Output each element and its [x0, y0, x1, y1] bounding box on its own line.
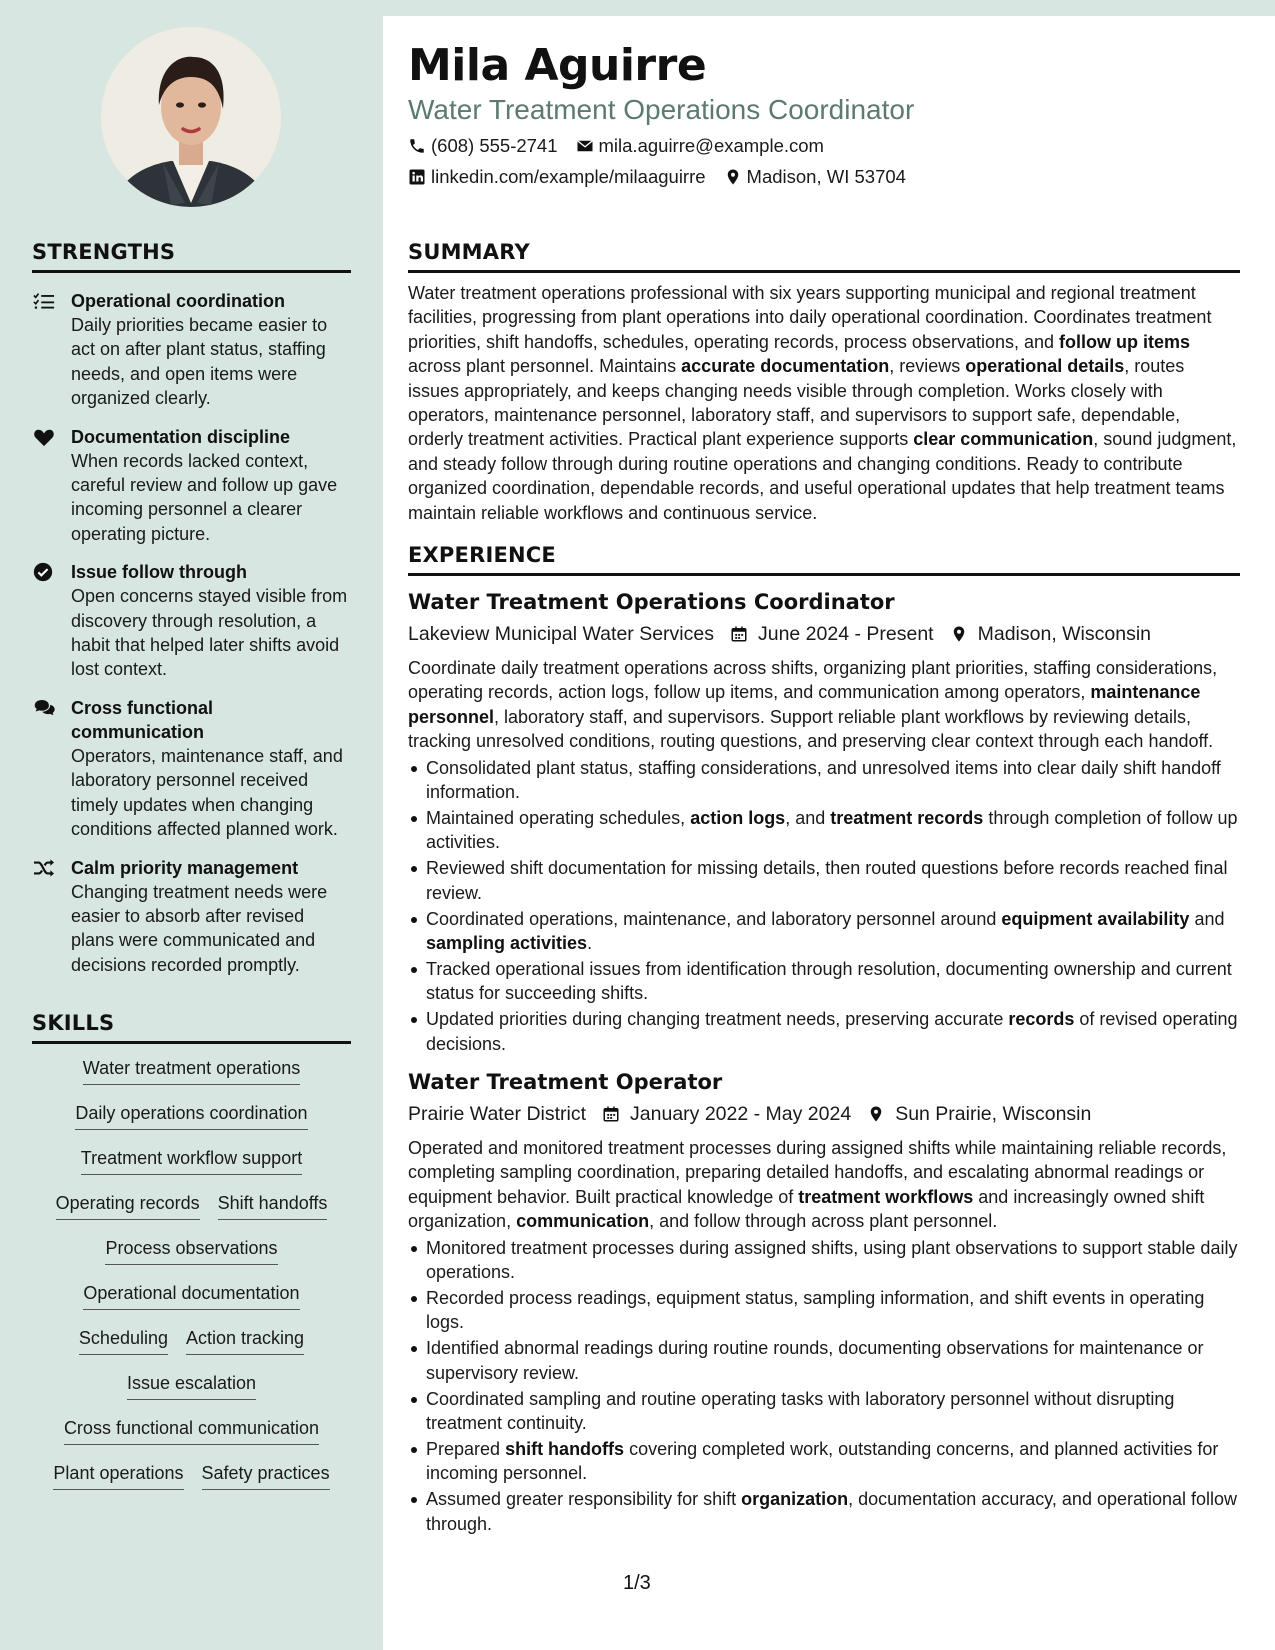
skill-tag: Operating records — [56, 1191, 200, 1220]
strength-description: Open concerns stayed visible from discovery through resolution, a habit that helped later shifts avoid lost context. — [71, 586, 348, 680]
job-entry — [408, 1068, 1240, 1536]
strength-title: Issue follow through — [71, 562, 247, 583]
bullet-item: Updated priorities during changing treatment needs, preserving accurate records of revised operating decisions. — [408, 1007, 1240, 1056]
strength-description: When records lacked context, careful review and follow up gave incoming personnel a clearer operating picture. — [71, 450, 338, 544]
strength-description: Daily priorities became easier to act on after plant status, staffing needs, and open items were organized clearly. — [71, 315, 328, 409]
envelope-icon — [576, 137, 594, 155]
contact-row-1 — [408, 135, 824, 157]
location-text: Madison, WI 53704 — [746, 166, 906, 187]
skill-row — [56, 1191, 328, 1236]
skill-row — [64, 1416, 319, 1461]
job-bullets — [408, 1236, 1240, 1536]
bullet-item: Tracked operational issues from identification through resolution, documenting ownership and current status for succeeding shifts. — [408, 957, 1240, 1006]
map-pin-icon — [724, 168, 742, 186]
location-contact — [724, 166, 906, 188]
strength-item — [32, 696, 351, 842]
skill-tag: Plant operations — [53, 1461, 183, 1490]
bullet-item: Prepared shift handoffs covering completed work, outstanding concerns, and planned activities for incoming personnel. — [408, 1437, 1240, 1486]
company — [408, 623, 714, 646]
skill-tag: Operational documentation — [83, 1281, 299, 1310]
shuffle-icon — [33, 858, 55, 878]
strength-title: Cross functional communication — [71, 697, 214, 742]
skill-tag: Process observations — [105, 1236, 277, 1265]
job-title: Water Treatment Operator — [408, 1070, 723, 1094]
job-bullets — [408, 756, 1240, 1056]
bullet-item: Maintained operating schedules, action logs, and treatment records through completion of follow up activities. — [408, 806, 1240, 855]
linkedin-contact[interactable] — [408, 166, 706, 188]
calendar-icon — [602, 1104, 620, 1124]
strength-title: Calm priority management — [71, 857, 299, 878]
skill-tag: Safety practices — [202, 1461, 330, 1490]
job-dates — [602, 1103, 851, 1126]
bullet-item: Coordinated operations, maintenance, and laboratory personnel around equipment availability and sampling activities. — [408, 907, 1240, 956]
strength-item — [32, 425, 351, 547]
skill-row — [83, 1056, 300, 1101]
map-pin-icon — [950, 624, 968, 644]
skill-tag: Shift handoffs — [218, 1191, 328, 1220]
skill-row — [81, 1146, 302, 1191]
profile-photo — [101, 27, 281, 207]
check-circle-icon — [33, 562, 55, 582]
candidate-title: Water Treatment Operations Coordinator — [408, 94, 915, 125]
bullet-item: Coordinated sampling and routine operating tasks with laboratory personnel without disrupting treatment continuity. — [408, 1387, 1240, 1436]
strength-description: Operators, maintenance staff, and laboratory personnel received timely updates when changing conditions affected planned work. — [71, 745, 343, 840]
skill-row — [75, 1101, 307, 1146]
page-number: 1/3 — [623, 1572, 651, 1594]
phone-text: (608) 555-2741 — [431, 135, 558, 156]
summary-heading: SUMMARY — [408, 240, 1240, 273]
skill-row — [127, 1371, 256, 1416]
job-summary: Operated and monitored treatment processes during assigned shifts while maintaining reliable records, completing sampling coordination, preparing detailed handoffs, and escalating abnormal readings or equipment behavior. Built practical knowledge of treatment workflows and increasingly owned shift organization, communication, and follow through across plant personnel. — [408, 1138, 1227, 1232]
phone-icon — [408, 137, 426, 155]
strength-title: Documentation discipline — [71, 426, 291, 447]
experience-section — [408, 543, 1240, 1538]
strength-item — [32, 856, 351, 978]
strength-item — [32, 289, 351, 411]
strength-description: Changing treatment needs were easier to absorb after revised plans were communicated and decisions recorded promptly. — [71, 881, 328, 975]
strength-item — [32, 560, 351, 682]
skills-section — [32, 1011, 351, 1506]
job-title: Water Treatment Operations Coordinator — [408, 590, 895, 614]
strengths-section — [32, 240, 351, 977]
skills-heading: SKILLS — [32, 1011, 351, 1044]
bullet-item: Reviewed shift documentation for missing details, then routed questions before records reached final review. — [408, 856, 1240, 905]
location-name: Sun Prairie, Wisconsin — [895, 1102, 1092, 1125]
summary-text: Water treatment operations professional with six years supporting municipal and regional treatment facilities, progressing from plant operations into daily operational coordination. Coordinates treatment priorities, shift handoffs, schedules, operating records, process observations, and follow up items across plant personnel. Maintains accurate documentation, reviews operational details, routes issues appropriately, and keeps changing needs visible through completion. Works closely with operators, maintenance personnel, laboratory staff, and supervisors to support safe, dependable, orderly treatment activities. Practical plant experience supports clear communication, sound judgment, and steady follow through during routine operations and changing conditions. Ready to contribute organized coordination, dependable records, and useful operational updates that help treatment teams maintain reliable workflows and continuous service. — [408, 283, 1237, 523]
job-meta — [408, 620, 1240, 648]
phone-contact[interactable] — [408, 135, 558, 157]
skill-tag: Water treatment operations — [83, 1056, 300, 1085]
job-entry — [408, 588, 1240, 1056]
experience-heading: EXPERIENCE — [408, 543, 1240, 576]
date-range: January 2022 - May 2024 — [630, 1102, 852, 1125]
comments-icon — [33, 698, 55, 718]
skill-tag: Scheduling — [79, 1326, 168, 1355]
email-text: mila.aguirre@example.com — [598, 135, 824, 156]
calendar-icon — [730, 624, 748, 644]
linkedin-text: linkedin.com/example/milaaguirre — [431, 166, 706, 187]
company-name: Prairie Water District — [408, 1102, 587, 1125]
skill-row — [53, 1461, 329, 1506]
job-dates — [730, 623, 934, 646]
skill-row — [105, 1236, 277, 1281]
skill-tag: Cross functional communication — [64, 1416, 319, 1445]
skill-tag: Action tracking — [186, 1326, 304, 1355]
skill-row — [79, 1326, 304, 1371]
bullet-item: Consolidated plant status, staffing considerations, and unresolved items into clear daily shift handoff information. — [408, 756, 1240, 805]
bullet-item: Monitored treatment processes during assigned shifts, using plant observations to support stable daily operations. — [408, 1236, 1240, 1285]
map-pin-icon — [867, 1104, 885, 1124]
skill-tag: Daily operations coordination — [75, 1101, 307, 1130]
checklist-icon — [33, 291, 55, 311]
email-contact[interactable] — [576, 135, 824, 157]
date-range: June 2024 - Present — [757, 622, 934, 645]
summary-section — [408, 240, 1240, 525]
skill-tag: Issue escalation — [127, 1371, 256, 1400]
linkedin-icon — [408, 168, 426, 186]
company-name: Lakeview Municipal Water Services — [408, 622, 714, 645]
company — [408, 1103, 586, 1126]
skill-row — [83, 1281, 299, 1326]
skill-tag: Treatment workflow support — [81, 1146, 302, 1175]
job-meta — [408, 1100, 1240, 1128]
bullet-item: Recorded process readings, equipment status, sampling information, and shift events in operating logs. — [408, 1286, 1240, 1335]
bullet-item: Identified abnormal readings during routine rounds, documenting observations for maintenance or supervisory review. — [408, 1336, 1240, 1385]
job-location — [867, 1103, 1091, 1126]
bullet-item: Assumed greater responsibility for shift organization, documentation accuracy, and operational follow through. — [408, 1487, 1240, 1536]
strengths-heading: STRENGTHS — [32, 240, 351, 273]
heart-icon — [33, 427, 55, 447]
location-name: Madison, Wisconsin — [977, 622, 1152, 645]
candidate-name: Mila Aguirre — [408, 40, 707, 91]
job-summary: Coordinate daily treatment operations across shifts, organizing plant priorities, staffing considerations, operating records, action logs, follow up items, and communication among operators, maintenance personnel, laboratory staff, and supervisors. Support reliable plant workflows by reviewing details, tracking unresolved conditions, routing questions, and preserving clear context through each handoff. — [408, 658, 1218, 752]
job-location — [950, 623, 1151, 646]
contact-row-2 — [408, 166, 906, 188]
strength-title: Operational coordination — [71, 291, 286, 311]
